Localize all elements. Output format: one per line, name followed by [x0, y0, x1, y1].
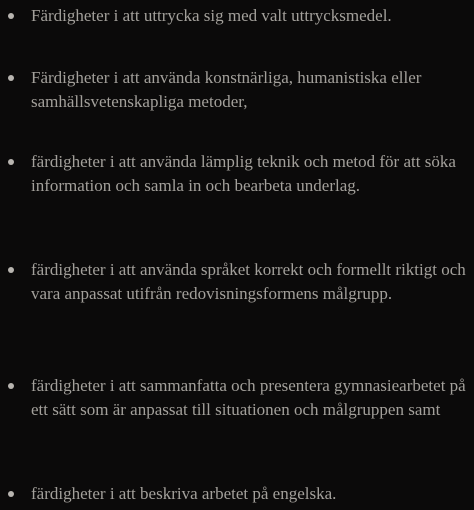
bullet-text-1: Färdigheter i att uttrycka sig med valt uttrycksmedel.	[31, 6, 392, 25]
bullet-text-3: färdigheter i att använda lämplig teknik och metod för att söka information och samla in och bearbeta underlag.	[31, 152, 456, 195]
bullet-item-5	[31, 374, 467, 422]
bullet-item-4	[31, 258, 467, 306]
bullet-dot-icon	[8, 383, 14, 389]
bullet-item-3	[31, 150, 467, 198]
bullet-text-5: färdigheter i att sammanfatta och presentera gymnasiearbetet på ett sätt som är anpassat till situationen och målgruppen samt	[31, 376, 466, 419]
bullet-text-4: färdigheter i att använda språket korrekt och formellt riktigt och vara anpassat utifrån redovisningsformens målgrupp.	[31, 260, 466, 303]
bullet-text-6: färdigheter i att beskriva arbetet på engelska.	[31, 484, 337, 503]
bullet-dot-icon	[8, 267, 14, 273]
bullet-item-1	[31, 4, 467, 28]
bullet-item-6	[31, 482, 467, 506]
bullet-dot-icon	[8, 491, 14, 497]
bullet-dot-icon	[8, 159, 14, 165]
bullet-item-2	[31, 66, 467, 114]
bullet-text-2: Färdigheter i att använda konstnärliga, humanistiska eller samhällsvetenskapliga metoder,	[31, 68, 422, 111]
bullet-dot-icon	[8, 13, 14, 19]
bullet-dot-icon	[8, 75, 14, 81]
